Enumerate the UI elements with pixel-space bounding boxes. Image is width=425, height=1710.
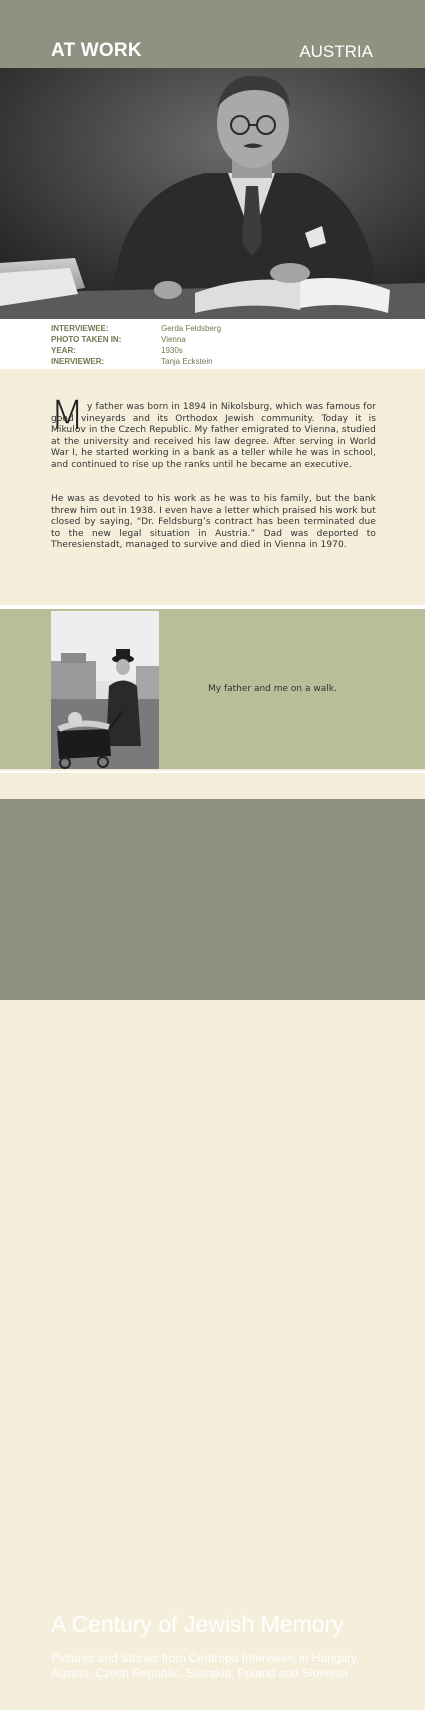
walk-photo xyxy=(51,611,159,769)
main-photo xyxy=(0,68,425,319)
meta-label: PHOTO TAKEN IN: xyxy=(51,335,122,344)
meta-label: INERVIEWER: xyxy=(51,357,105,366)
section-title: AT WORK xyxy=(51,40,142,61)
drop-cap: M xyxy=(50,393,85,439)
country-label: AUSTRIA xyxy=(299,42,373,61)
footer-url[interactable]: www.centropa.org xyxy=(51,1699,132,1710)
meta-value: 1930s xyxy=(161,346,183,355)
father-with-pram-photo xyxy=(51,611,159,769)
photo-metadata xyxy=(0,319,425,369)
photo-caption: My father and me on a walk. xyxy=(208,684,337,694)
header-bar xyxy=(0,0,425,68)
meta-value: Vienna xyxy=(161,335,186,344)
footer-subtitle: Pictures and Stories from Centropa Interviews in Hungary, Austria, Czech Republic, Slovakia, Poland and Slovenia xyxy=(51,1651,360,1680)
story-paragraph-1: y father was born in 1894 in Nikolsburg, which was famous for good vineyards and its Orthodox Jewish community. Today it is Mikulov in the Czech Republic. My father emigrated to Vienna, studied at the university and received his law degree. After serving in World War I, he started working in a bank as a teller while he was in school, and continued to rise up the ranks until he became an executive. xyxy=(51,402,376,470)
cream-strip xyxy=(0,769,425,799)
footer-title: A Century of Jewish Memory xyxy=(51,1611,344,1637)
meta-label: INTERVIEWEE: xyxy=(51,324,109,333)
meta-value: Tanja Eckstein xyxy=(161,357,213,366)
meta-value: Gerda Feldsberg xyxy=(161,324,222,333)
divider xyxy=(0,771,425,773)
meta-label: YEAR: xyxy=(51,346,76,355)
story-paragraph-2: He was as devoted to his work as he was to his family, but the bank threw him out in 1938. I even have a letter which praised his work but closed by saying, “Dr. Feldsburg’s contract has been terminated due to the new legal situation in Austria.” Dad was deported to Theresienstadt, managed to survive and died in Vienna in 1970. xyxy=(51,494,376,550)
man-at-desk-photo xyxy=(0,68,425,319)
